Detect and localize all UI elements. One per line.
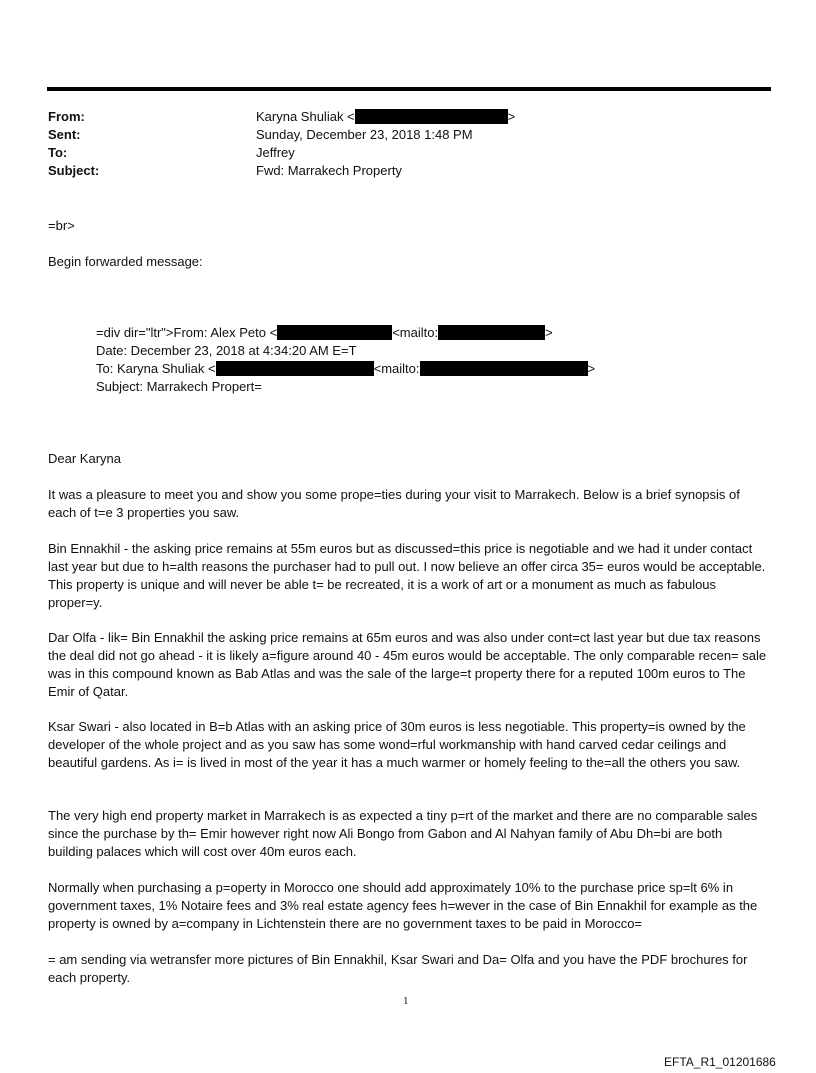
paragraph-wetransfer: = am sending via wetransfer more pictures of Bin Ennakhil, Ksar Swari and Da= Olfa and you have the PDF brochures for each property. [48,952,748,985]
redaction-bar [355,109,508,124]
from-value-name: Karyna Shuliak < [256,109,355,124]
paragraph-ksar-swari: Ksar Swari - also located in B=b Atlas with an asking price of 30m euros is less negotiable. This property=is owned by the developer of the whole project and as you saw has some wond=rful workmanship with hand carved cedar ceilings and beautiful gardens. As i= is lived in most of the year it has a much warmer or homely feeling to the=all the others you saw. [48,719,746,770]
paragraph-market: The very high end property market in Marrakech is as expected a tiny p=rt of the market and there are no comparable sales since the purchase by th= Emir however right now Ali Bongo from Gabon and Al Nahyan family of Abu Dh=bi are both building palaces which will cost over 40m euros each. [48,808,758,859]
begin-forwarded: Begin forwarded message: [48,254,203,269]
forwarded-date-line: Date: December 23, 2018 at 4:34:20 AM E=T [96,343,357,358]
forwarded-to-text: To: Karyna Shuliak < [96,361,216,376]
paragraph-taxes: Normally when purchasing a p=operty in Morocco one should add approximately 10% to the purchase price sp=lt 6% in government taxes, 1% Notaire fees and 3% real estate agency fees h=wever in the case of Bin Ennakhil for example as the property is owned by a=company in Lichtenstein there are no government taxes to be paid in Morocco= [48,880,758,931]
subject-label: Subject: [48,163,100,178]
document-id: EFTA_R1_01201686 [664,1055,776,1069]
redaction-bar [277,325,392,340]
to-label: To: [48,145,68,160]
from-value-close: > [507,109,516,124]
paragraph-bin-ennakhil: Bin Ennakhil - the asking price remains at 55m euros but as discussed=this price is negotiable and we had it under contact last year but due to h=alth reasons the purchaser had to pull out. I now believe an offer circa 35= euros would be acceptable. This property is unique and will never be able t= be recreated, it is a work of art or a monument as much as fabulous proper=y. [48,541,766,610]
forwarded-from-mailto: <mailto: [392,325,439,340]
header-rule [47,87,771,91]
sent-value: Sunday, December 23, 2018 1:48 PM [256,127,473,142]
salutation: Dear Karyna [48,451,121,466]
forwarded-from-text: =div dir="ltr">From: Alex Peto < [96,325,278,340]
forwarded-subject-line: Subject: Marrakech Propert= [96,379,262,394]
from-label: From: [48,109,85,124]
from-value [256,109,515,124]
subject-value: Fwd: Marrakech Property [256,163,402,178]
forwarded-to-mailto: <mailto: [373,361,420,376]
forwarded-to-line [96,361,595,376]
redaction-bar [420,361,588,376]
paragraph-intro: It was a pleasure to meet you and show you some prope=ties during your visit to Marrakech. Below is a brief synopsis of each of t=e 3 properties you saw. [48,487,740,520]
forwarded-from-line [96,325,553,340]
forwarded-from-close: > [545,325,553,340]
page-number: 1 [403,995,409,1007]
br-line: =br> [48,218,75,233]
to-value: Jeffrey [256,145,295,160]
forwarded-to-close: > [587,361,596,376]
redaction-bar [216,361,374,376]
redaction-bar [438,325,545,340]
sent-label: Sent: [48,127,81,142]
paragraph-dar-olfa: Dar Olfa - lik= Bin Ennakhil the asking price remains at 65m euros and was also under cont=ct last year but due tax reasons the deal did not go ahead - it is likely a=figure around 40 - 45m euros would be acceptable. The only comparable recen= sale was in this compound known as Bab Atlas and was the sale of the large=t property there for a reputed 100m euros to The Emir of Qatar. [48,630,767,699]
